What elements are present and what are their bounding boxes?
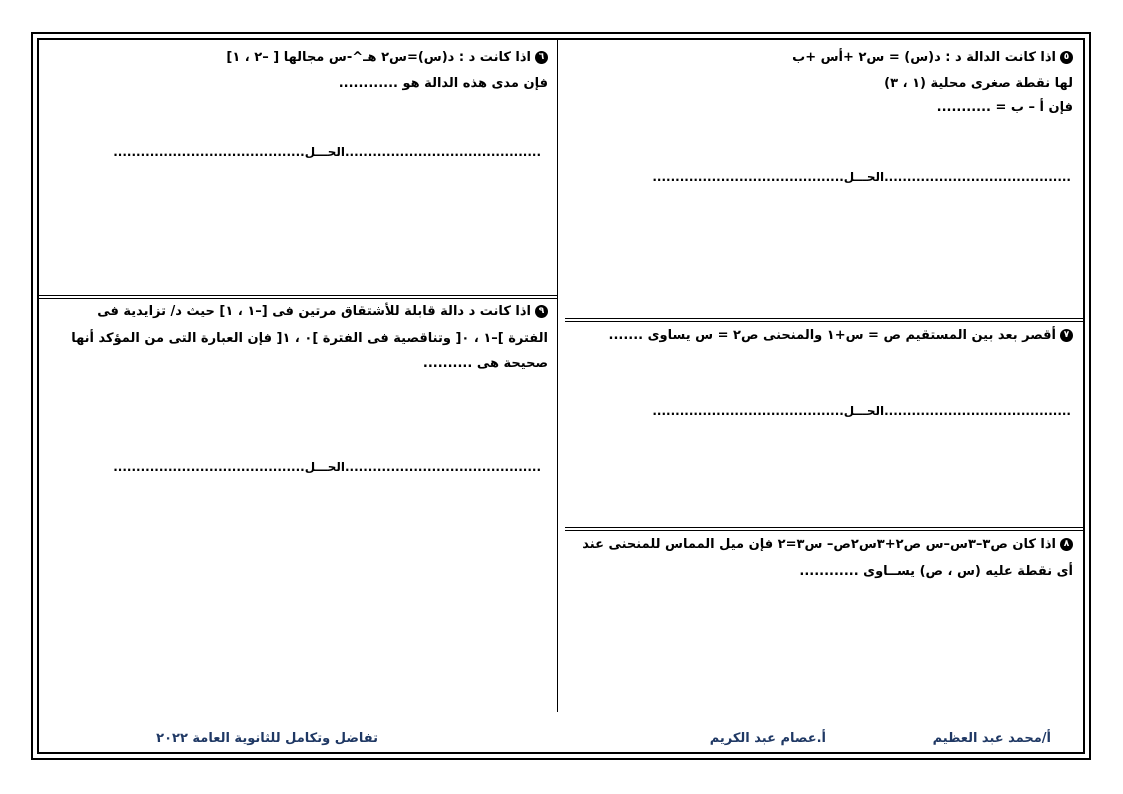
question-6 <box>48 44 548 96</box>
question-9 <box>38 298 548 376</box>
question-text: أقصر بعد بين المستقيم ص = س+١ والمنحنى ص٢ = س يساوى ....... <box>608 328 1056 343</box>
question-text: فإن مدى هذه الدالة هو ............ <box>338 76 548 91</box>
question-number: ٨ <box>1060 538 1073 551</box>
question-text: الفترة ]–١ ، ٠[ وتناقصية فى الفترة ]٠ ، ١[ فإن العبارة التى من المؤكد أنها <box>71 331 548 346</box>
footer-subtitle: تفاضل وتكامل للثانوية العامة ٢٠٢٢ <box>156 731 378 746</box>
question-text: اذا كانت د : د(س)=س٢ هـ^-س مجالها [ –٢ ، ١] <box>226 50 531 65</box>
question-8 <box>563 531 1073 585</box>
question-text: اذا كانت د دالة قابلة للأشتقاق مرتين فى [–١ ، ١] حيث د/ تزايدية فى <box>97 304 531 319</box>
question-number: ٧ <box>1060 329 1073 342</box>
solution-line: .........................................الحـــل.......................................... <box>652 170 1071 184</box>
question-7 <box>563 322 1073 350</box>
question-number: ٦ <box>535 51 548 64</box>
question-text: أى نقطة عليه (س ، ص) يســاوى ............ <box>799 564 1073 579</box>
question-text: اذا كان ص٣–٣س–س ص٢+٣س٢ص– س٣=٢ فإن ميل المماس للمنحنى عند <box>582 537 1056 552</box>
question-text: صحيحة هى .......... <box>422 356 548 371</box>
solution-line: .........................................الحـــل.......................................... <box>652 404 1071 418</box>
question-5 <box>563 44 1073 120</box>
column-divider <box>557 40 558 712</box>
teacher-name-1: أ/محمد عبد العظيم <box>932 731 1051 746</box>
question-number: ٥ <box>1060 51 1073 64</box>
solution-line: ...........................................الحـــل.......................................... <box>113 460 541 474</box>
solution-line: ...........................................الحـــل.......................................... <box>113 145 541 159</box>
question-text: اذا كانت الدالة د : د(س) = س٢ +أس +ب <box>792 50 1056 65</box>
teacher-name-2: أ.عصام عبد الكريم <box>709 731 826 746</box>
question-text: لها نقطة صغرى محلية (١ ، ٣) <box>884 76 1073 91</box>
question-text: فإن أ – ب = ........... <box>936 100 1073 115</box>
question-number: ٩ <box>535 305 548 318</box>
